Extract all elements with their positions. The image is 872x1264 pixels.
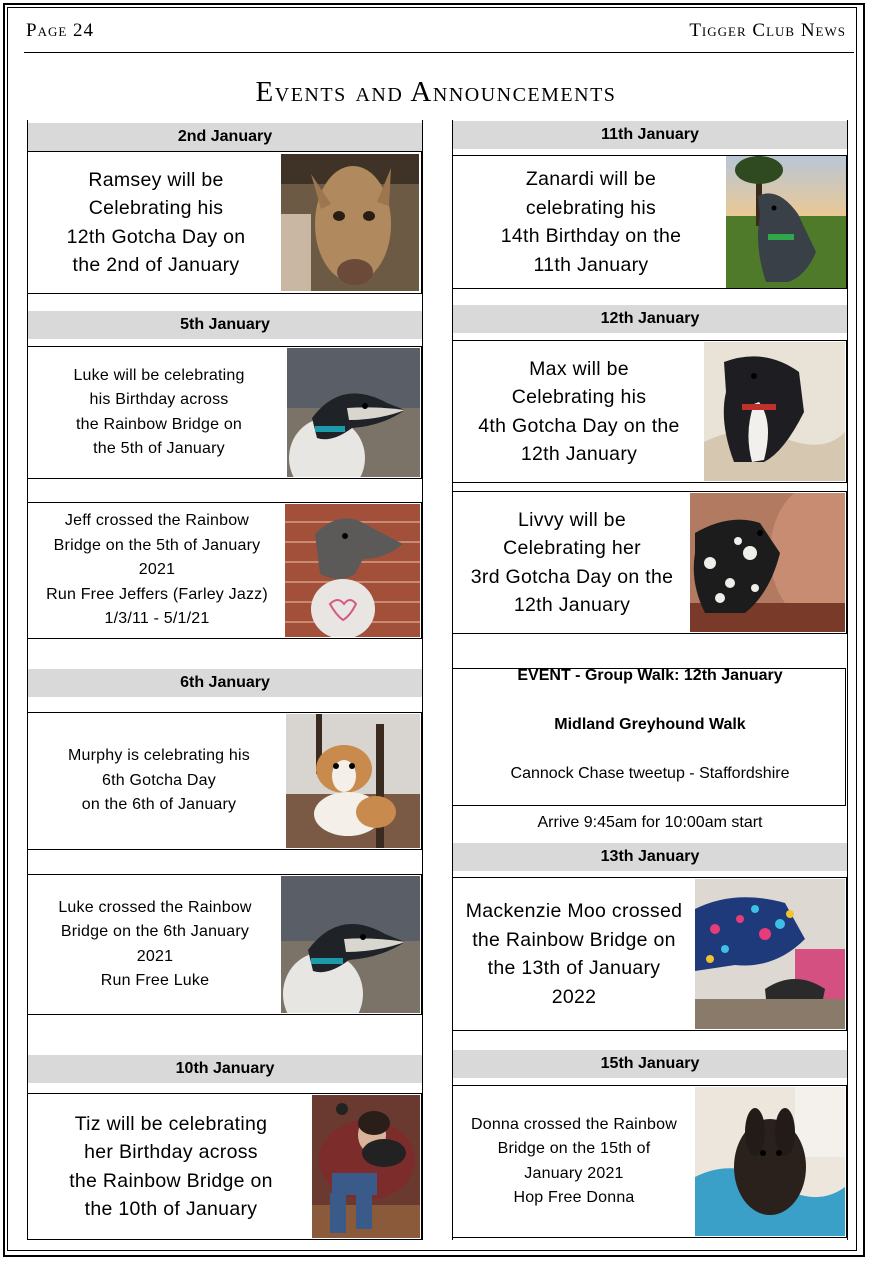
tiz-photo <box>312 1095 420 1238</box>
zanardi-photo <box>726 156 846 288</box>
luke-crossed-text: Luke crossed the Rainbow Bridge on the 6th January 2021 Run Free Luke <box>58 898 252 989</box>
card-murphy <box>27 712 422 850</box>
jeff-text: Jeff crossed the Rainbow Bridge on the 5th of January 2021 Run Free Jeffers (Farley Jazz) 1/3/11 - 5/1/21 <box>46 512 268 628</box>
mackenzie-text: Mackenzie Moo crossed the Rainbow Bridge on the 13th of January 2022 <box>465 900 683 1008</box>
zanardi-text: Zanardi will be celebrating his 14th Birthday on the 11th January <box>500 168 682 276</box>
max-photo <box>704 342 845 481</box>
murphy-text: Murphy is celebrating his 6th Gotcha Day on the 6th of January <box>68 747 250 814</box>
event-time: Arrive 9:45am for 10:00am start <box>537 813 763 831</box>
card-event-group-walk <box>452 666 846 831</box>
ramsey-text: Ramsey will be Celebrating his 12th Gotcha Day on the 2nd of January <box>66 168 246 276</box>
publication-name: Tigger Club News <box>689 20 846 41</box>
mackenzie-photo <box>695 879 845 1029</box>
tiz-text: Tiz will be celebrating her Birthday across the Rainbow Bridge on the 10th of January <box>69 1112 273 1220</box>
date-band-15th-january: 15th January <box>453 1050 847 1078</box>
max-text: Max will be Celebrating his 4th Gotcha Day on the 12th January <box>478 357 680 465</box>
card-mackenzie <box>452 877 847 1031</box>
card-jeff <box>27 502 422 639</box>
event-text <box>453 666 847 831</box>
date-band-12th-january: 12th January <box>453 305 847 333</box>
card-luke-birthday <box>27 346 422 479</box>
event-location: Cannock Chase tweetup - Staffordshire <box>510 764 790 782</box>
livvy-text: Livvy will be Celebrating her 3rd Gotcha Day on the 12th January <box>470 508 674 616</box>
event-title: EVENT - Group Walk: 12th January <box>517 666 783 684</box>
date-band-10th-january: 10th January <box>28 1055 422 1083</box>
date-band-5th-january: 5th January <box>28 311 422 339</box>
header-rule <box>24 52 854 53</box>
card-tiz <box>27 1093 422 1240</box>
luke-crossed-photo <box>281 876 420 1013</box>
card-ramsey <box>27 151 422 294</box>
card-zanardi <box>452 155 847 289</box>
jeff-photo <box>285 504 420 637</box>
murphy-photo <box>286 714 420 848</box>
luke-birthday-text: Luke will be celebrating his Birthday across the Rainbow Bridge on the 5th of January <box>73 366 245 457</box>
card-donna <box>452 1085 847 1238</box>
date-band-11th-january: 11th January <box>453 121 847 149</box>
date-band-13th-january: 13th January <box>453 843 847 871</box>
livvy-photo <box>690 493 845 632</box>
ramsey-photo <box>281 154 419 291</box>
luke-birthday-photo <box>287 348 420 477</box>
donna-photo <box>695 1087 845 1236</box>
card-luke-crossed <box>27 874 422 1015</box>
card-max <box>452 340 847 483</box>
donna-text: Donna crossed the Rainbow Bridge on the 15th of January 2021 Hop Free Donna <box>470 1115 677 1206</box>
card-livvy <box>452 491 847 634</box>
date-band-2nd-january: 2nd January <box>28 123 422 151</box>
event-name: Midland Greyhound Walk <box>554 715 746 733</box>
page-number: Page 24 <box>26 20 95 41</box>
date-band-6th-january: 6th January <box>28 669 422 697</box>
page-title: Events and Announcements <box>255 76 617 108</box>
